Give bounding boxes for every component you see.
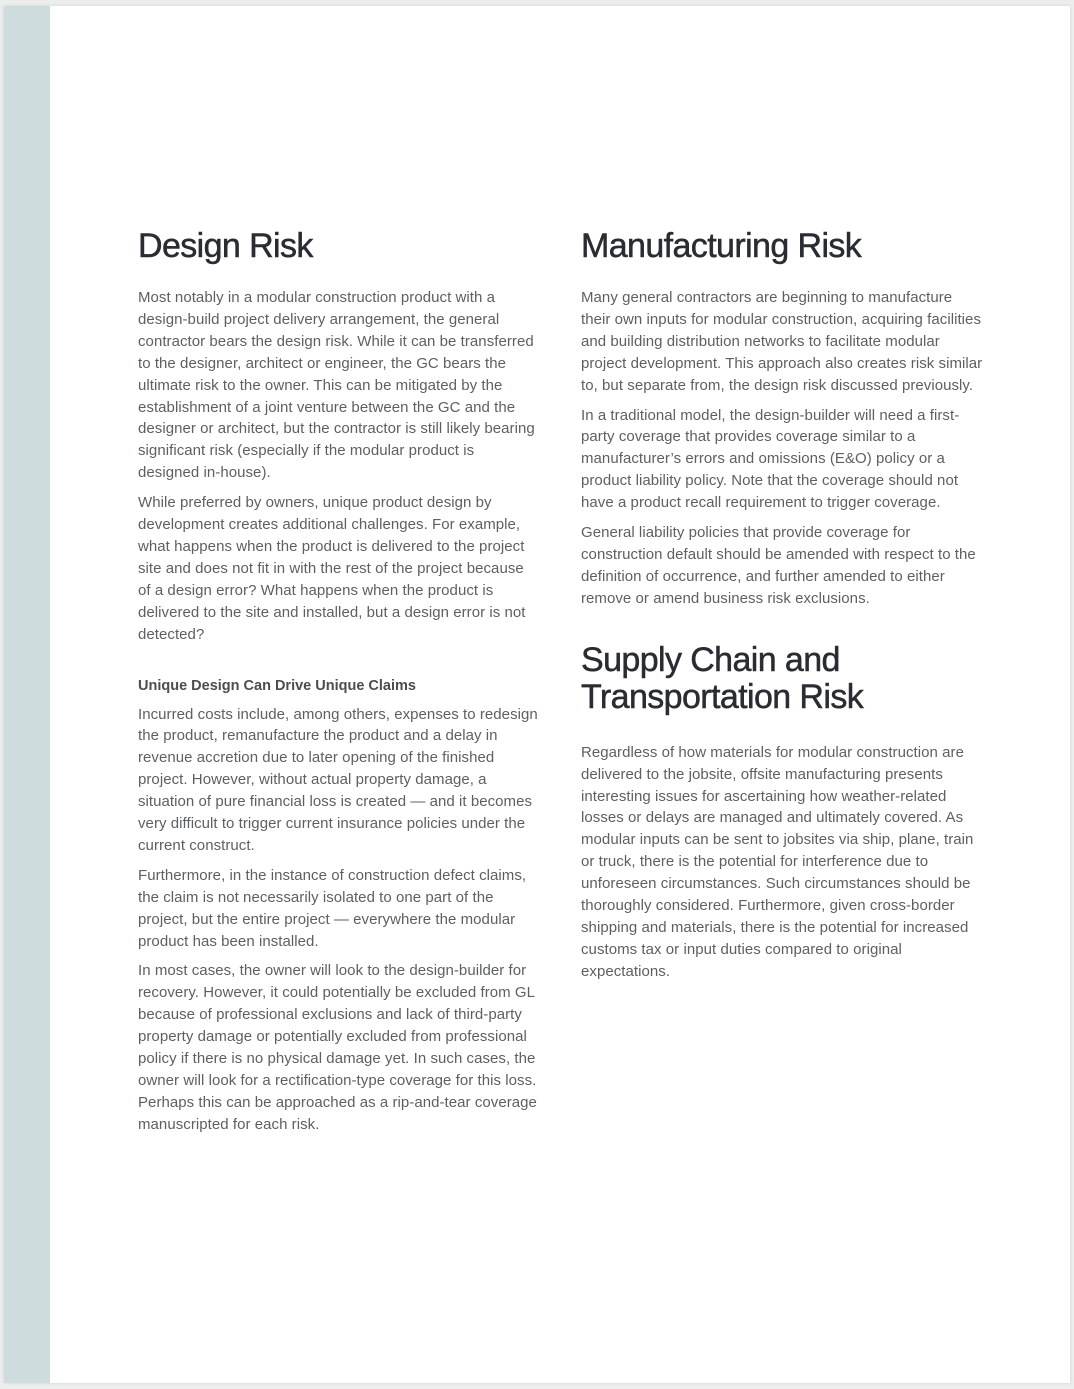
manufacturing-risk-paragraph-3: General liability policies that provide coverage for construction default should be amended with respect to the definition of occurrence, and further amended to either remove or amend business risk exclusions. [581, 524, 976, 607]
side-color-band [4, 6, 50, 1383]
design-risk-heading: Design Risk [138, 227, 313, 265]
unique-design-paragraph-2: Furthermore, in the instance of construction defect claims, the claim is not necessarily isolated to one part of the project, but the entire project — everywhere the modular product has been installed. [138, 866, 527, 950]
supply-chain-heading-line-2: Transportation Risk [581, 677, 864, 716]
manufacturing-risk-paragraph-1: Many general contractors are beginning to manufacture their own inputs for modular construction, acquiring facilities and building distribution networks to facilitate modular project development. This approach also creates risk similar to, but separate from, the design risk discussed previously. [581, 289, 983, 394]
design-risk-paragraph-2: While preferred by owners, unique product design by development creates additional challenges. For example, what happens when the product is delivered to the project site and does not fit in with the rest of the project because of a design error? What happens when the product is delivered to the site and installed, but a design error is not detected? [138, 494, 526, 643]
supply-chain-heading-line-1: Supply Chain and [581, 640, 840, 679]
design-risk-paragraph-1: Most notably in a modular construction product with a design-build project delivery arrangement, the general contractor bears the design risk. While it can be transferred to the designer, architect or engineer, the GC bears the ultimate risk to the owner. This can be mitigated by the establishment of a joint venture between the GC and the designer or architect, but the contractor is still likely bearing significant risk (especially if the modular product is designed in-house). [138, 289, 535, 482]
unique-design-subheading: Unique Design Can Drive Unique Claims [138, 677, 416, 694]
supply-chain-paragraph-1: Regardless of how materials for modular construction are delivered to the jobsite, offsite manufacturing presents interesting issues for ascertaining how weather-related losses or delays are managed and ultimately covered. As modular inputs can be sent to jobsites via ship, plane, train or truck, there is the potential for interference due to unforeseen circumstances. Such circumstances should be thoroughly considered. Furthermore, given cross-border shipping and materials, there is the potential for increased customs tax or input duties compared to original expectations. [581, 743, 974, 980]
manufacturing-risk-paragraph-2: In a traditional model, the design-builder will need a first-party coverage that provides coverage similar to a manufacturer’s errors and omissions (E&O) policy or a product liability policy. Note that the coverage should not have a product recall requirement to trigger coverage. [581, 406, 960, 512]
unique-design-paragraph-3: In most cases, the owner will look to the design-builder for recovery. However, it could potentially be excluded from GL because of professional exclusions and lack of third-party property damage or potentially excluded from professional policy if there is no physical damage yet. In such cases, the owner will look for a rectification-type coverage for this loss. Perhaps this can be approached as a rip-and-tear coverage manuscripted for each risk. [138, 962, 537, 1133]
left-column [138, 228, 538, 1144]
document-page [4, 6, 1070, 1383]
unique-design-paragraph-1: Incurred costs include, among others, expenses to redesign the product, remanufacture the product and a delay in revenue accretion due to later opening of the finished project. However, without actual property damage, a situation of pure financial loss is created — and it becomes very difficult to trigger current insurance policies under the current construct. [138, 705, 538, 854]
supply-chain-heading [581, 642, 983, 716]
right-column [581, 228, 983, 991]
manufacturing-risk-heading: Manufacturing Risk [581, 227, 862, 265]
